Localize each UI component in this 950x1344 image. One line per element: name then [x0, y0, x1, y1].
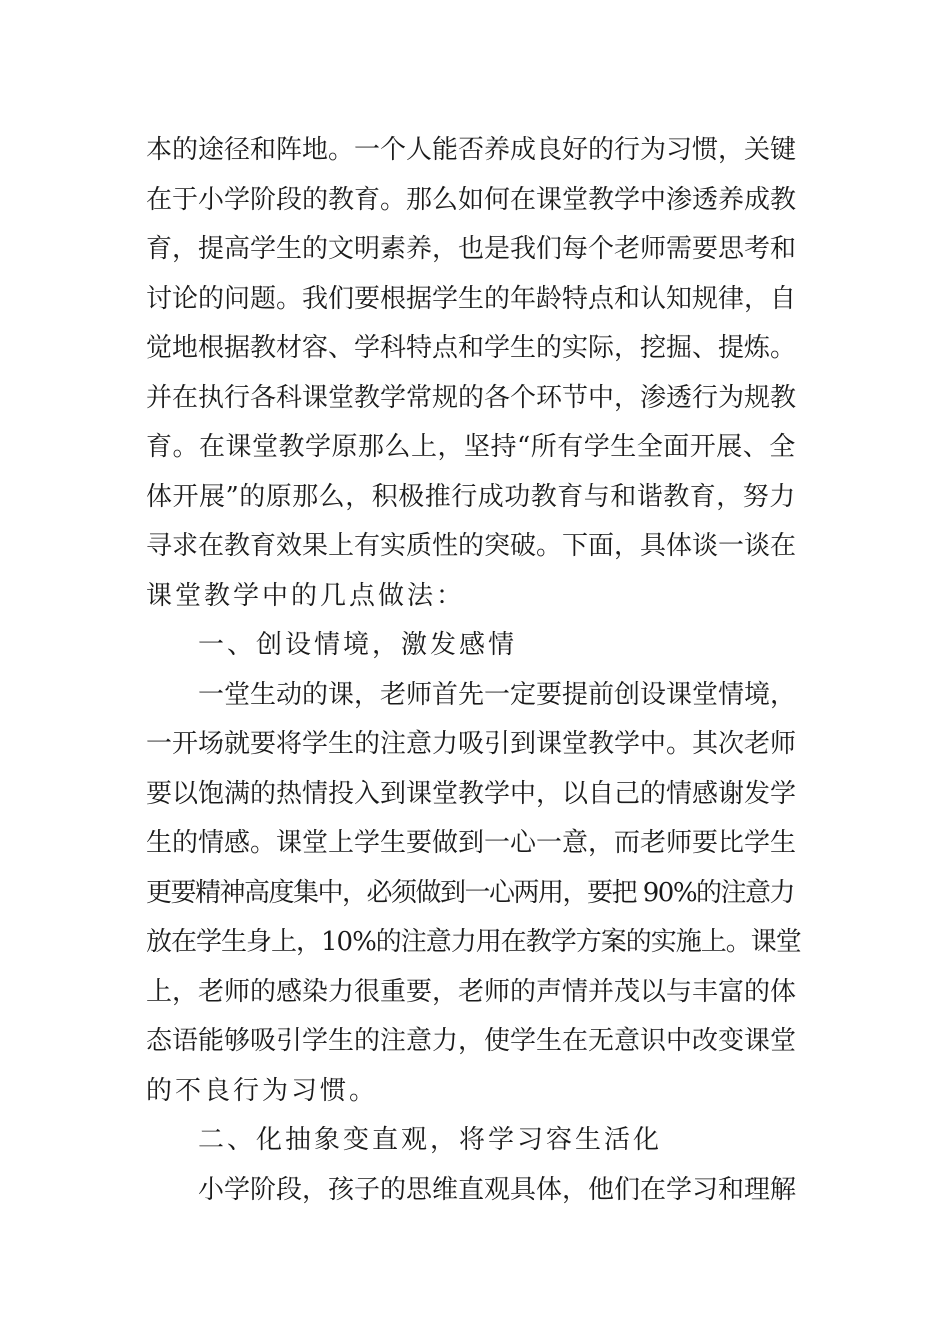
text-line: 上，老师的感染力很重要，老师的声情并茂以与丰富的体 [146, 976, 797, 1007]
text-line: 觉地根据教材容、学科特点和学生的实际，挖掘、提炼。 [146, 333, 797, 363]
paragraph-start-line: 一堂生动的课，老师首先一定要提前创设课堂情境， [198, 679, 797, 710]
text-line: 本的途径和阵地。一个人能否养成良好的行为习惯，关键 [146, 135, 797, 165]
text-line: 课堂教学中的几点做法： [146, 580, 466, 611]
paragraph-start-line: 一、创设情境，激发感情 [198, 630, 518, 660]
paragraph-start-line: 二、化抽象变直观，将学习容生活化 [198, 1125, 663, 1155]
text-line: 育。在课堂教学原那么上，坚持“所有学生全面开展、全 [146, 432, 796, 462]
text-line: 寻求在教育效果上有实质性的突破。下面，具体谈一谈在 [146, 531, 797, 561]
text-line: 生的情感。课堂上学生要做到一心一意，而老师要比学生 [146, 828, 797, 858]
text-line: 的不良行为习惯。 [146, 1075, 379, 1106]
text-line: 体开展”的原那么，积极推行成功教育与和谐教育，努力 [146, 481, 796, 512]
text-line: 讨论的问题。我们要根据学生的年龄特点和认知规律，自 [146, 283, 797, 314]
paragraph-start-line: 小学阶段，孩子的思维直观具体，他们在学习和理解 [198, 1174, 797, 1205]
text-line: 放在学生身上，10%的注意力用在教学方案的实施上。课堂 [146, 927, 801, 957]
text-line: 态语能够吸引学生的注意力，使学生在无意识中改变课堂 [146, 1026, 797, 1056]
text-line: 更要精神高度集中，必须做到一心两用，要把 90%的注意力 [146, 877, 795, 908]
text-line: 并在执行各科课堂教学常规的各个环节中，渗透行为规教 [146, 382, 797, 413]
text-line: 育，提高学生的文明素养，也是我们每个老师需要思考和 [146, 234, 797, 264]
text-line: 在于小学阶段的教育。那么如何在课堂教学中渗透养成教 [146, 184, 797, 215]
body-text [146, 128, 806, 1217]
text-line: 要以饱满的热情投入到课堂教学中，以自己的情感谢发学 [146, 778, 797, 809]
text-line: 一开场就要将学生的注意力吸引到课堂教学中。其次老师 [146, 729, 797, 759]
